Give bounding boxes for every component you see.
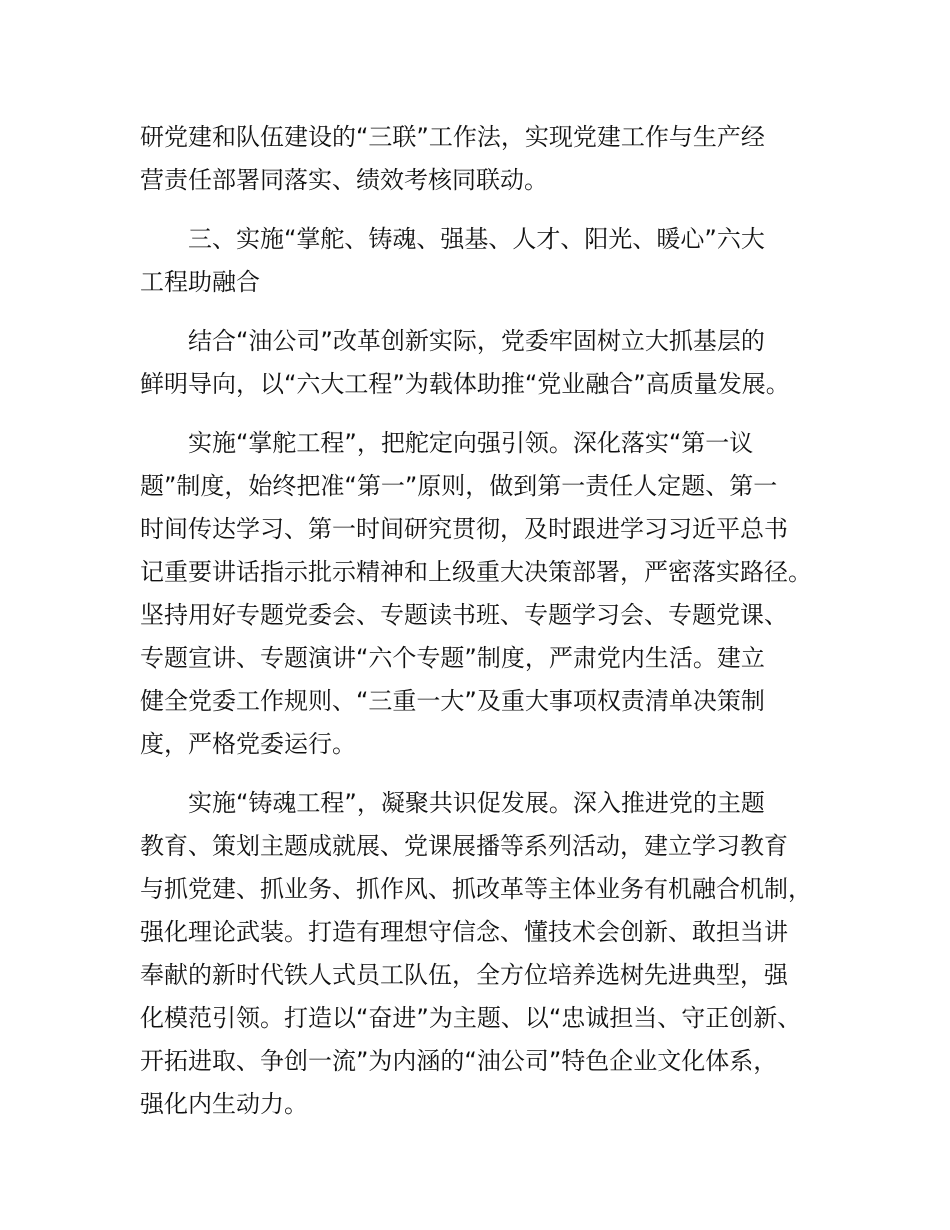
paragraph-line: 时间传达学习、第一时间研究贯彻，及时跟进学习习近平总书	[140, 515, 788, 543]
paragraph-3	[140, 320, 830, 406]
paragraph-line: 坚持用好专题党委会、专题读书班、专题学习会、专题党课、	[140, 601, 788, 629]
paragraph-line: 奉献的新时代铁人式员工队伍，全方位培养选树先进典型，强	[140, 961, 788, 989]
paragraph-line: 鲜明导向，以“六大工程”为载体助推“党业融合”高质量发展。	[140, 370, 790, 398]
paragraph-line: 实施“铸魂工程”，凝聚共识促发展。深入推进党的主题	[188, 789, 765, 817]
document-body	[140, 116, 830, 1142]
paragraph-line: 强化理论武装。打造有理想守信念、懂技术会创新、敢担当讲	[140, 918, 788, 946]
paragraph-line: 专题宣讲、专题演讲“六个专题”制度，严肃党内生活。建立	[140, 644, 765, 672]
paragraph-line: 强化内生动力。	[140, 1090, 308, 1118]
paragraph-line: 教育、策划主题成就展、党课展播等系列活动，建立学习教育	[140, 832, 788, 860]
paragraph-line: 实施“掌舵工程”，把舵定向强引领。深化落实“第一议	[188, 429, 754, 457]
heading-line: 工程助融合	[140, 268, 260, 296]
paragraph-4	[140, 422, 830, 766]
paragraph-line: 记重要讲话指示批示精神和上级重大决策部署，严密落实路径。	[140, 558, 812, 586]
paragraph-line: 营责任部署同落实、绩效考核同联动。	[140, 166, 548, 194]
paragraph-line: 题”制度，始终把准“第一”原则，做到第一责任人定题、第一	[140, 472, 778, 500]
paragraph-line: 开拓进取、争创一流”为内涵的“油公司”特色企业文化体系，	[140, 1047, 778, 1075]
paragraph-line: 健全党委工作规则、“三重一大”及重大事项权责清单决策制	[140, 687, 765, 715]
section-heading-3	[140, 218, 830, 304]
paragraph-line: 研党建和队伍建设的“三联”工作法，实现党建工作与生产经	[140, 123, 765, 151]
paragraph-1	[140, 116, 830, 202]
paragraph-line: 度，严格党委运行。	[140, 730, 356, 758]
paragraph-5	[140, 782, 830, 1126]
heading-line: 三、实施“掌舵、铸魂、强基、人才、阳光、暖心”六大	[188, 225, 765, 253]
paragraph-line: 结合“油公司”改革创新实际，党委牢固树立大抓基层的	[188, 327, 765, 355]
paragraph-line: 化模范引领。打造以“奋进”为主题、以“忠诚担当、守正创新、	[140, 1004, 802, 1032]
paragraph-line: 与抓党建、抓业务、抓作风、抓改革等主体业务有机融合机制，	[140, 875, 812, 903]
